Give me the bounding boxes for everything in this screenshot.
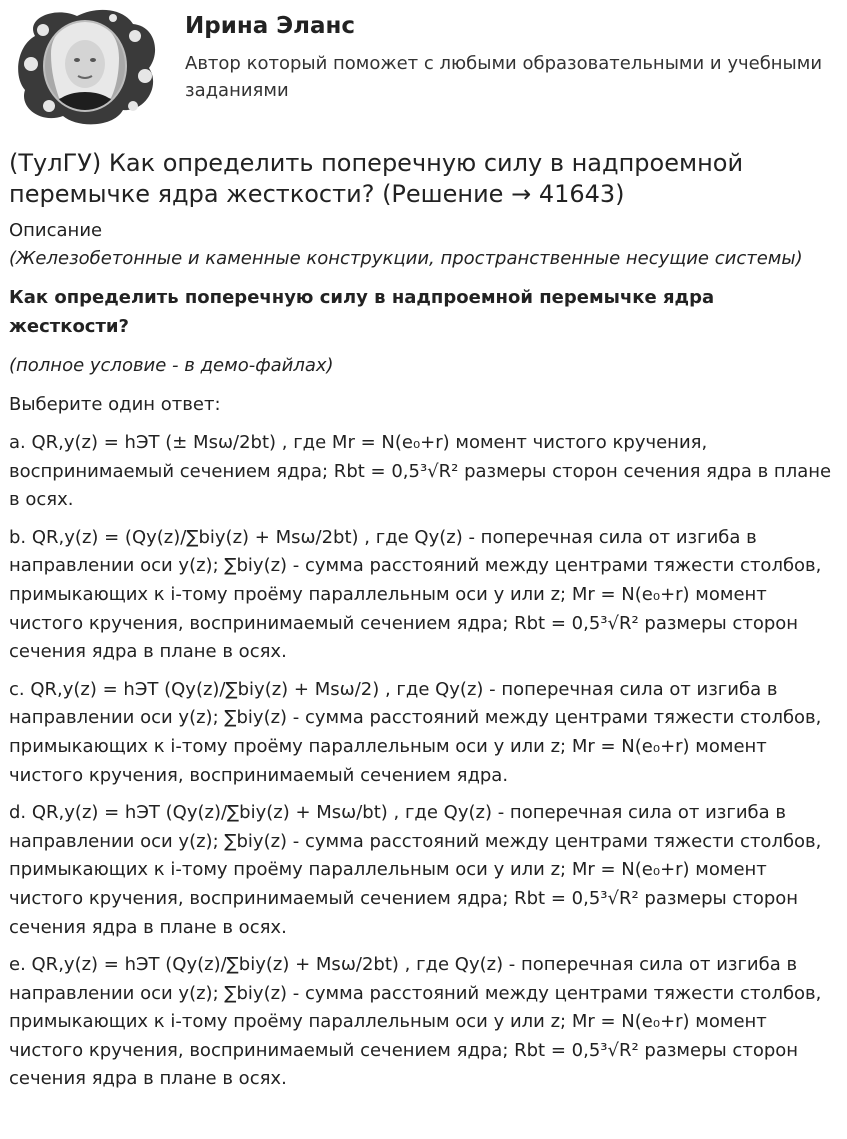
page-title: (ТулГУ) Как определить поперечную силу в надпроемной перемычке ядра жесткости? (Решение → 41643) — [9, 149, 744, 208]
question-text: Как определить поперечную силу в надпроемной перемычке ядра жесткости? — [9, 287, 715, 337]
category-text: (Железобетонные и каменные конструкции, пространственные несущие системы) — [9, 248, 803, 269]
answer-option-e: e. QR,y(z) = hЭТ (Qy(z)/∑biy(z) + Msω/2bt) , где Qy(z) - поперечная сила от изгиба в направлении оси y(z); ∑biy(z) - сумма расстояний между центрами тяжести столбов, примыкающих к i-тому проёму параллельным оси y или z; Mr = N(e₀+r) момент чистого кручения, воспринимаемый сечением ядра; Rbt = 0,5³√R² размеры сторон сечения ядра в плане в осях. — [9, 954, 822, 1090]
author-info — [185, 10, 825, 104]
answer-option-c: c. QR,y(z) = hЭТ (Qy(z)/∑biy(z) + Msω/2) , где Qy(z) - поперечная сила от изгиба в направлении оси y(z); ∑biy(z) - сумма расстояний между центрами тяжести столбов, примыкающих к i-тому проёму параллельным оси y или z; Mr = N(e₀+r) момент чистого кручения, воспринимаемый сечением ядра. — [9, 678, 822, 786]
description-label: Описание — [9, 220, 103, 241]
answer-option-a: a. QR,y(z) = hЭТ (± Msω/2bt) , где Mr = N(e₀+r) момент чистого кручения, воспринимаемый сечением ядра; Rbt = 0,5³√R² размеры сторон сечения ядра в плане в осях. — [9, 432, 832, 511]
author-avatar — [15, 6, 161, 128]
answer-option-b: b. QR,y(z) = (Qy(z)/∑biy(z) + Msω/2bt) , где Qy(z) - поперечная сила от изгиба в направлении оси y(z); ∑biy(z) - сумма расстояний между центрами тяжести столбов, примыкающих к i-тому проёму параллельным оси y или z; Mr = N(e₀+r) момент чистого кручения, воспринимаемый сечением ядра; Rbt = 0,5³√R² размеры сторон сечения ядра в плане в осях. — [9, 526, 822, 663]
author-block — [9, 0, 837, 140]
demo-files-note: (полное условие - в демо-файлах) — [9, 355, 334, 376]
author-name: Ирина Эланс — [185, 13, 356, 39]
answer-option-d: d. QR,y(z) = hЭТ (Qy(z)/∑biy(z) + Msω/bt) , где Qy(z) - поперечная сила от изгиба в направлении оси y(z); ∑biy(z) - сумма расстояний между центрами тяжести столбов, примыкающих к i-тому проёму параллельным оси y или z; Mr = N(e₀+r) момент чистого кручения, воспринимаемый сечением ядра; Rbt = 0,5³√R² размеры сторон сечения ядра в плане в осях. — [9, 802, 822, 938]
choose-answer-label: Выберите один ответ: — [9, 394, 221, 415]
author-description: Автор который поможет с любыми образовательными и учебными заданиями — [185, 53, 823, 101]
